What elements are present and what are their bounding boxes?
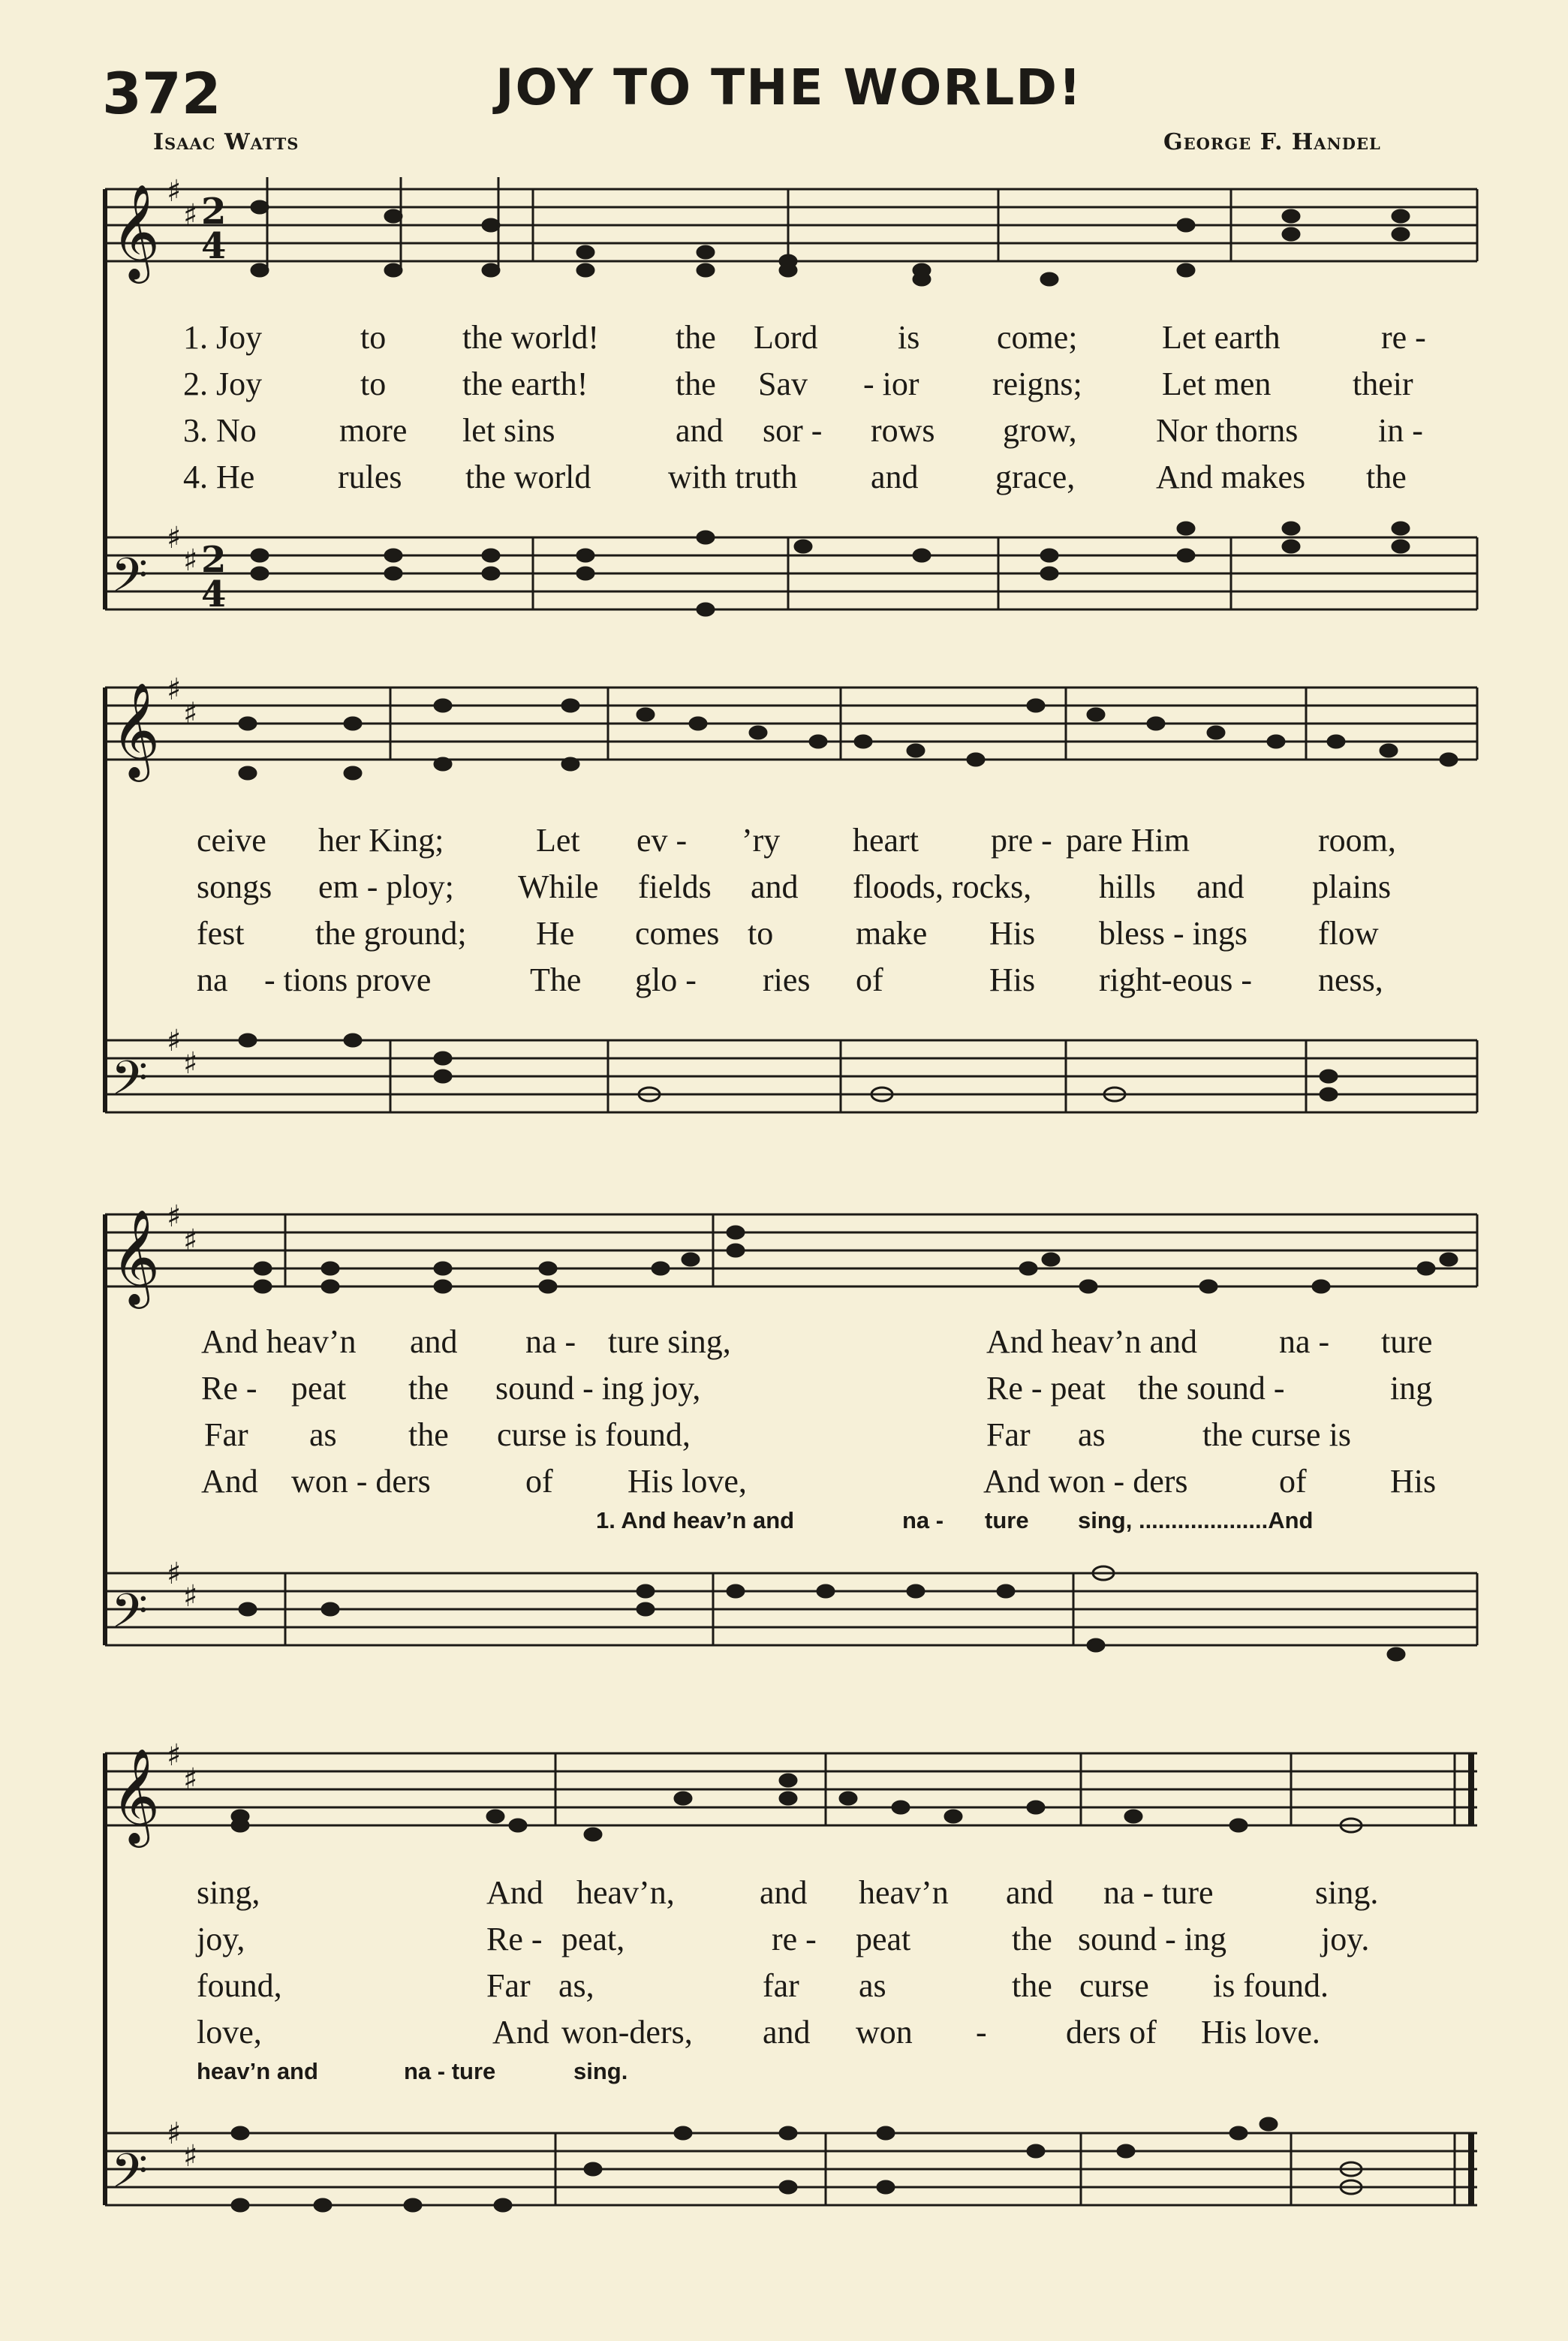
- svg-text:𝄢: 𝄢: [111, 2143, 148, 2210]
- lyric-word: with truth: [668, 459, 798, 495]
- lyric-word: the: [676, 366, 716, 402]
- lyric-word: His love.: [1201, 2014, 1320, 2051]
- lyric-word: Let men: [1162, 366, 1272, 402]
- lyric-word: right-eous -: [1099, 961, 1253, 998]
- lyric-word: ries: [763, 961, 811, 998]
- tenor-word: 1. And heav’n and: [596, 1507, 795, 1533]
- lyric-word: is: [898, 319, 920, 356]
- lyric-word: And: [201, 1463, 258, 1500]
- lyric-word: And: [486, 1874, 543, 1911]
- hymn-number: 372: [102, 60, 221, 127]
- lyric-word: of: [1279, 1463, 1307, 1500]
- lyric-word: peat: [856, 1921, 911, 1957]
- lyric-word: and: [676, 412, 724, 449]
- lyric-word: as: [859, 1967, 886, 2004]
- lyric-word: room,: [1318, 822, 1396, 859]
- lyric-word: more: [339, 412, 408, 449]
- verse-3-line: [0, 1416, 1568, 1455]
- lyric-word: love,: [197, 2014, 262, 2051]
- lyric-word: flow: [1318, 915, 1379, 952]
- lyric-word: the world!: [462, 319, 600, 356]
- lyric-word: joy,: [197, 1921, 245, 1957]
- lyric-word: of: [856, 961, 883, 998]
- lyric-word: ’ry: [742, 822, 781, 859]
- lyric-word: fields: [638, 868, 712, 905]
- verse-1-line: [0, 1322, 1568, 1362]
- svg-text:2: 2: [201, 539, 227, 581]
- lyric-word: His: [989, 961, 1036, 998]
- lyric-word: and: [751, 868, 799, 905]
- verse-1-line: [0, 821, 1568, 860]
- svg-text:♯: ♯: [167, 673, 182, 707]
- lyric-word: fest: [197, 915, 245, 952]
- svg-text:♯: ♯: [167, 1557, 182, 1591]
- verse-2-line: [0, 365, 1568, 404]
- lyric-word: peat: [291, 1370, 347, 1407]
- lyric-word: na -: [525, 1323, 576, 1360]
- lyric-word: na: [197, 961, 228, 998]
- staff-system1-bass: [105, 537, 1477, 609]
- lyric-word: sing.: [1315, 1874, 1379, 1911]
- svg-text:♯: ♯: [183, 1762, 198, 1797]
- lyric-word: The: [530, 961, 582, 998]
- svg-text:𝄢: 𝄢: [111, 1050, 148, 1117]
- svg-text:𝄞: 𝄞: [111, 1208, 161, 1304]
- lyric-word: joy.: [1321, 1921, 1370, 1957]
- lyric-word: floods, rocks,: [853, 868, 1032, 905]
- lyric-word: to: [748, 915, 774, 952]
- staff-system4-treble: [105, 1753, 1477, 1825]
- staff-system4-bass: [105, 2133, 1477, 2205]
- lyric-word: -: [976, 2014, 987, 2051]
- lyric-word: is found.: [1213, 1967, 1329, 2004]
- staff-system2-treble: [105, 688, 1477, 760]
- lyricist-credit: Isaac Watts: [153, 129, 299, 155]
- lyric-word: the: [676, 319, 716, 356]
- tenor-word: heav’n and: [197, 2058, 318, 2084]
- staff-system1-treble: [105, 189, 1477, 261]
- verse-2-line: [0, 1920, 1568, 1959]
- lyric-word: plains: [1312, 868, 1392, 905]
- svg-text:♯: ♯: [183, 1223, 198, 1258]
- lyric-word: curse is found,: [497, 1416, 691, 1453]
- lyric-word: Let: [536, 822, 580, 859]
- lyric-word: peat,: [561, 1921, 625, 1957]
- verse-3-line: [0, 1966, 1568, 2005]
- lyric-word: Far: [204, 1416, 248, 1453]
- verse-4-line: [0, 2013, 1568, 2052]
- tenor-word: sing.: [573, 2058, 628, 2084]
- staff-system2-bass: [105, 1040, 1477, 1112]
- lyric-word: Re -: [486, 1921, 543, 1957]
- lyric-word: heav’n: [859, 1874, 949, 1911]
- lyric-word: the earth!: [462, 366, 588, 402]
- verse-4-line: [0, 458, 1568, 497]
- svg-text:𝄞: 𝄞: [111, 682, 161, 778]
- lyric-word: reigns;: [992, 366, 1082, 402]
- verse-1-line: [0, 1873, 1568, 1912]
- lyric-word: far: [763, 1967, 799, 2004]
- lyric-word: re -: [772, 1921, 817, 1957]
- lyric-word: Re - peat: [986, 1370, 1106, 1407]
- lyric-word: the curse is: [1202, 1416, 1351, 1453]
- lyric-word: His: [989, 915, 1036, 952]
- svg-text:♯: ♯: [167, 2117, 182, 2151]
- svg-text:♯: ♯: [183, 2139, 198, 2174]
- lyric-word: grace,: [995, 459, 1076, 495]
- tenor-word: na - ture: [404, 2058, 496, 2084]
- lyric-word: Far: [986, 1416, 1031, 1453]
- lyric-word: His love,: [628, 1463, 747, 1500]
- lyric-word: make: [856, 915, 928, 952]
- lyric-word: the world: [465, 459, 591, 495]
- lyric-word: heav’n,: [576, 1874, 675, 1911]
- lyric-word: and: [1196, 868, 1244, 905]
- lyric-word: ness,: [1318, 961, 1383, 998]
- lyric-word: His: [1390, 1463, 1437, 1500]
- lyric-word: glo -: [635, 961, 697, 998]
- verse-1-line: [0, 318, 1568, 357]
- svg-text:♯: ♯: [183, 1046, 198, 1081]
- lyric-word: And: [492, 2014, 549, 2051]
- lyric-word: the: [1366, 459, 1407, 495]
- lyric-word: hills: [1099, 868, 1156, 905]
- lyric-word: the ground;: [315, 915, 467, 952]
- lyric-word: won-ders,: [561, 2014, 693, 2051]
- lyric-word: 2. Joy: [183, 366, 263, 402]
- lyric-word: Re -: [201, 1370, 257, 1407]
- lyric-word: the: [408, 1416, 449, 1453]
- lyric-word: ders of: [1066, 2014, 1157, 2051]
- lyric-word: in -: [1378, 412, 1423, 449]
- lyric-word: ture: [1381, 1323, 1433, 1360]
- lyric-word: em - ploy;: [318, 868, 454, 905]
- lyric-word: - ior: [863, 366, 919, 402]
- svg-text:𝄞: 𝄞: [111, 1747, 161, 1843]
- tenor-word: ture: [985, 1507, 1029, 1533]
- staff-system3-bass: [105, 1573, 1477, 1645]
- lyric-word: sing,: [197, 1874, 260, 1911]
- svg-text:♯: ♯: [167, 1738, 182, 1773]
- lyric-word: the: [408, 1370, 449, 1407]
- lyric-word: and: [871, 459, 919, 495]
- lyric-word: curse: [1079, 1967, 1149, 2004]
- lyric-word: And heav’n and: [986, 1323, 1198, 1360]
- svg-text:𝄞: 𝄞: [111, 183, 161, 279]
- lyric-word: their: [1353, 366, 1413, 402]
- verse-3-line: [0, 914, 1568, 953]
- lyric-word: of: [525, 1463, 553, 1500]
- lyric-word: let sins: [462, 412, 555, 449]
- lyric-word: to: [360, 366, 387, 402]
- lyric-word: won: [856, 2014, 913, 2051]
- tenor-word: sing, ....................And: [1078, 1507, 1314, 1533]
- lyric-word: na -: [1279, 1323, 1330, 1360]
- lyric-word: as,: [558, 1967, 594, 2004]
- verse-3-line: [0, 411, 1568, 450]
- lyric-word: 4. He: [183, 459, 255, 495]
- lyric-word: and: [1006, 1874, 1054, 1911]
- lyric-word: the sound -: [1138, 1370, 1285, 1407]
- svg-text:♯: ♯: [167, 521, 182, 555]
- svg-text:♯: ♯: [183, 1579, 198, 1614]
- lyric-word: 3. No: [183, 412, 257, 449]
- lyric-word: rows: [871, 412, 935, 449]
- lyric-word: to: [360, 319, 387, 356]
- lyric-word: comes: [635, 915, 720, 952]
- verse-4-line: [0, 961, 1568, 1000]
- svg-text:𝄢: 𝄢: [111, 547, 148, 614]
- lyric-word: And heav’n: [201, 1323, 357, 1360]
- lyric-word: Lord: [754, 319, 818, 356]
- tenor-word: na -: [902, 1507, 944, 1533]
- svg-text:𝄢: 𝄢: [111, 1583, 148, 1650]
- svg-text:♯: ♯: [183, 697, 198, 731]
- svg-text:♯: ♯: [183, 198, 198, 233]
- lyric-word: and: [760, 1874, 808, 1911]
- lyric-word: the: [1012, 1967, 1052, 2004]
- lyric-word: the: [1012, 1921, 1052, 1957]
- lyric-word: And makes: [1156, 459, 1306, 495]
- svg-text:2: 2: [201, 191, 227, 233]
- lyric-word: and: [410, 1323, 458, 1360]
- lyric-word: ceive: [197, 822, 266, 859]
- lyric-word: come;: [997, 319, 1078, 356]
- lyric-word: ture sing,: [608, 1323, 731, 1360]
- lyric-word: bless - ings: [1099, 915, 1247, 952]
- lyric-word: grow,: [1003, 412, 1077, 449]
- lyric-word: as: [1078, 1416, 1106, 1453]
- lyric-word: found,: [197, 1967, 282, 2004]
- lyric-word: rules: [338, 459, 402, 495]
- lyric-word: He: [536, 915, 575, 952]
- hymn-title: JOY TO THE WORLD!: [495, 59, 1083, 116]
- svg-text:♯: ♯: [167, 174, 182, 209]
- lyric-word: 1. Joy: [183, 319, 263, 356]
- svg-text:4: 4: [201, 225, 227, 267]
- staff-system3-treble: [105, 1214, 1477, 1286]
- verse-4-line: [0, 1462, 1568, 1501]
- lyric-word: Far: [486, 1967, 531, 2004]
- svg-text:♯: ♯: [183, 543, 198, 578]
- verse-2-line: [0, 1369, 1568, 1408]
- lyric-word: re -: [1381, 319, 1426, 356]
- lyric-word: pare Him: [1066, 822, 1190, 859]
- svg-text:♯: ♯: [167, 1199, 182, 1234]
- lyric-word: songs: [197, 868, 272, 905]
- lyric-word: as: [309, 1416, 337, 1453]
- lyric-word: sound - ing joy,: [495, 1370, 701, 1407]
- lyric-word: her King;: [318, 822, 444, 859]
- lyric-word: na - ture: [1103, 1874, 1214, 1911]
- lyric-word: ing: [1390, 1370, 1433, 1407]
- svg-text:♯: ♯: [167, 1024, 182, 1058]
- lyric-word: And won - ders: [983, 1463, 1188, 1500]
- lyric-word: Sav: [758, 366, 808, 402]
- verse-2-line: [0, 868, 1568, 907]
- lyric-word: and: [763, 2014, 811, 2051]
- lyric-word: - tions prove: [264, 961, 432, 998]
- lyric-word: ev -: [637, 822, 688, 859]
- composer-credit: George F. Handel: [1163, 129, 1381, 155]
- lyric-word: pre -: [991, 822, 1052, 859]
- lyric-word: Nor thorns: [1156, 412, 1299, 449]
- svg-text:4: 4: [201, 573, 227, 615]
- lyric-word: sor -: [763, 412, 823, 449]
- lyric-word: While: [518, 868, 599, 905]
- lyric-word: Let earth: [1162, 319, 1281, 356]
- lyric-word: won - ders: [291, 1463, 431, 1500]
- lyric-word: sound - ing: [1078, 1921, 1226, 1957]
- lyric-word: heart: [853, 822, 919, 859]
